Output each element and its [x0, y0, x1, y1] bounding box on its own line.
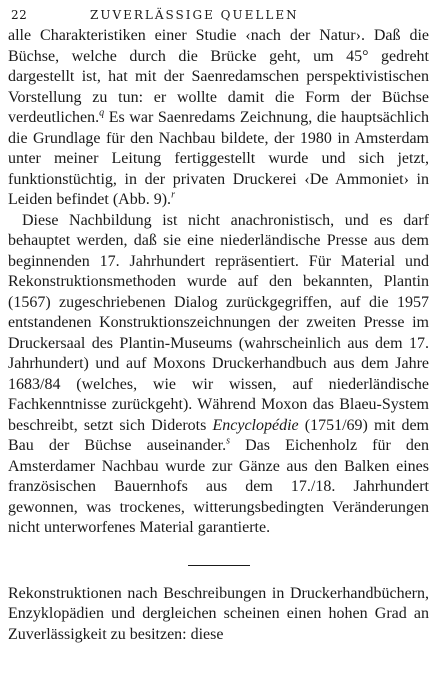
running-head [8, 4, 429, 26]
text-run: Das Eichenholz für den Amsterdamer Nachbau wurde zur Gänze aus den Balken eines französischen Bauernhofs aus dem 17./18. Jahrhundert gewonnen, was trockenes, witterungsbedingten Veränderungen nicht unterworfenes Material garantierte. [8, 437, 429, 536]
book-page [8, 4, 429, 696]
paragraph-2 [8, 211, 429, 539]
paragraph-3 [8, 584, 429, 646]
footnote-marker[interactable]: q [99, 107, 105, 119]
footnote-marker[interactable]: s [226, 435, 231, 447]
page-number: 22 [11, 8, 28, 22]
book-title: Encyclopédie [212, 416, 299, 434]
text-run: Es war Saenredams Zeichnung, die hauptsächlich die Grundlage für den Nachbau bildete, der 1980 in Amsterdam unter meiner Leitung fertiggestellt wurde und sich jetzt, funktionstüchtig, in der privaten Druckerei ‹De Ammoniet› in Leiden befindet (Abb. 9). [8, 109, 429, 208]
paragraph-1 [8, 26, 429, 211]
section-divider [188, 565, 250, 566]
footnote-marker[interactable]: r [171, 189, 175, 201]
text-run: Diese Nachbildung ist nicht anachronistisch, und es darf behauptet werden, daß sie eine niederländische Presse aus dem beginnenden 17. Jahrhundert repräsentiert. Für Material und Rekonstruktionsmethoden wurde auf den bekannten, Plantin (1567) zugeschriebenen Dialog zurückgegriffen, auf die 1957 entstandenen Konstruktionszeichnungen der zweiten Presse im Druckersaal des Plantin-Museums (wahrscheinlich aus dem 17. Jahrhundert) und auf Moxons Druckerhandbuch aus dem Jahre 1683/84 (welches, wie wir wissen, auf niederländische Fachkenntnisse zurückgeht). Während Moxon das Blaeu-System beschreibt, setzt sich Diderots [8, 211, 429, 434]
text-run: alle Charakteristiken einer Studie ‹nach der Natur›. Daß die Büchse, welche durch die Brücke geht, um 45° gedreht dargestellt ist, hat mit der Saenredamschen perspektivistischen Vorstellung zu tun: er wollte damit die Form der Büchse verdeutlichen. [8, 27, 429, 126]
chapter-title: ZUVERLÄSSIGE QUELLEN [90, 8, 299, 22]
text-run: Rekonstruktionen nach Beschreibungen in Druckerhandbüchern, Enzyklopädien und dergleichen scheinen einen hohen Grad an Zuverlässigkeit zu besitzen: diese [8, 584, 429, 643]
body-text [8, 26, 429, 645]
text-run: (1751/69) mit dem Bau der Büchse auseinander. [8, 416, 430, 454]
